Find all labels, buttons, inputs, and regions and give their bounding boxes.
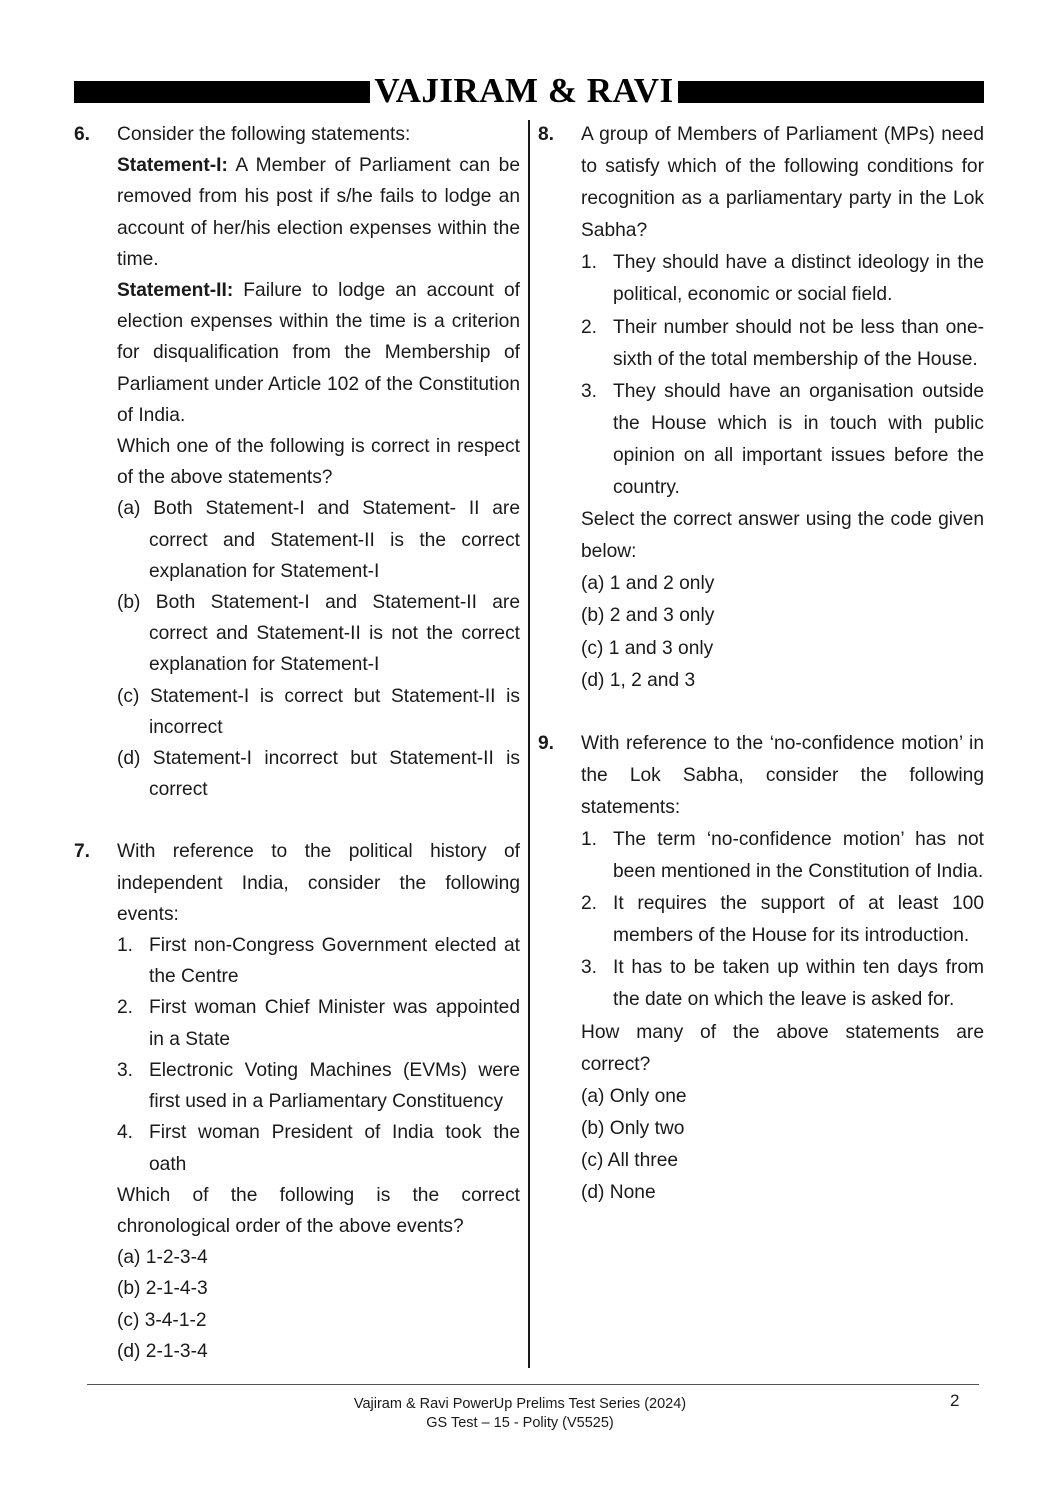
- question-prompt: Which of the following is the correct chronological order of the above events?: [117, 1184, 520, 1237]
- right-column: [538, 119, 984, 1209]
- item-text: Electronic Voting Machines (EVMs) were first used in a Parliamentary Constituency: [149, 1059, 520, 1113]
- list-item: [581, 247, 984, 311]
- list-item: [581, 952, 984, 1016]
- page-number: 2: [950, 1391, 960, 1410]
- footer-test-id: GS Test – 15 - Polity (V5525): [426, 1415, 614, 1431]
- item-text: First woman Chief Minister was appointed in a State: [149, 997, 520, 1050]
- item-marker: 3.: [581, 380, 598, 402]
- item-text: Their number should not be less than one-sixth of the total membership of the House.: [613, 316, 984, 370]
- option-a[interactable]: (a) 1-2-3-4: [117, 1247, 208, 1269]
- option-b[interactable]: (b) Only two: [581, 1117, 685, 1139]
- item-marker: 4.: [117, 1122, 134, 1144]
- option-b[interactable]: (b) 2-1-4-3: [117, 1278, 208, 1300]
- item-marker: 2.: [581, 893, 598, 915]
- page-header: [74, 71, 984, 110]
- option-d[interactable]: (d) 1, 2 and 3: [581, 669, 696, 691]
- item-marker: 1.: [581, 252, 598, 274]
- question-number: 7.: [74, 841, 91, 863]
- option-b[interactable]: (b) 2 and 3 only: [581, 605, 715, 627]
- question-intro: With reference to the political history of independent India, consider the following events:: [117, 841, 520, 925]
- header-bar-left: [74, 81, 370, 103]
- question-7: [74, 836, 520, 1366]
- header-title: VAJIRAM & RAVI: [374, 71, 674, 110]
- option-c[interactable]: (c) 1 and 3 only: [581, 637, 714, 659]
- statement-text: Failure to lodge an account of election expenses within the time is a criterion for disqualification from the Membership of Parliament under Article 102 of the Constitution of India.: [117, 280, 520, 426]
- statement-label: Statement-I:: [117, 155, 228, 177]
- option-d[interactable]: (d) 2-1-3-4: [117, 1340, 208, 1362]
- list-item: [117, 1055, 520, 1117]
- header-bar-right: [678, 81, 984, 103]
- item-text: The term ‘no-confidence motion’ has not been mentioned in the Constitution of India.: [613, 828, 984, 883]
- item-text: First woman President of India took the oath: [149, 1122, 520, 1175]
- statement-2: [117, 275, 520, 431]
- option-b[interactable]: (b) Both Statement-I and Statement-II are correct and Statement-II is not the correct explanation for Statement-I: [117, 592, 520, 676]
- list-item: [581, 888, 984, 952]
- item-marker: 1.: [117, 935, 134, 957]
- item-marker: 2.: [117, 997, 134, 1019]
- item-text: They should have a distinct ideology in the political, economic or social field.: [613, 252, 984, 306]
- statement-text: A Member of Parliament can be removed from his post if s/he fails to lodge an account of her/his election expenses within the time.: [117, 155, 520, 270]
- statement-label: Statement-II:: [117, 280, 234, 302]
- list-item: [581, 376, 984, 504]
- question-6: [74, 119, 520, 805]
- footer-series: Vajiram & Ravi PowerUp Prelims Test Series (2024): [353, 1396, 687, 1412]
- item-text: It requires the support of at least 100 members of the House for its introduction.: [613, 893, 984, 947]
- option-c[interactable]: (c) All three: [581, 1149, 679, 1171]
- question-9: [538, 728, 984, 1209]
- option-a[interactable]: (a) Both Statement-I and Statement- II are correct and Statement-II is the correct explanation for Statement-I: [117, 498, 520, 582]
- item-text: It has to be taken up within ten days from the date on which the leave is asked for.: [613, 957, 984, 1011]
- question-prompt: Select the correct answer using the code given below:: [581, 509, 984, 563]
- option-c[interactable]: (c) 3-4-1-2: [117, 1309, 207, 1331]
- question-intro: With reference to the ‘no-confidence motion’ in the Lok Sabha, consider the following statements:: [581, 732, 984, 818]
- question-number: 8.: [538, 124, 555, 145]
- question-prompt: How many of the above statements are correct?: [581, 1021, 984, 1075]
- question-number: 9.: [538, 732, 555, 754]
- option-c[interactable]: (c) Statement-I is correct but Statement-II is incorrect: [117, 685, 520, 738]
- item-marker: 2.: [581, 316, 598, 338]
- list-item: [581, 312, 984, 376]
- left-column: [74, 119, 520, 1367]
- item-marker: 3.: [117, 1059, 134, 1081]
- item-text: First non-Congress Government elected at the Centre: [149, 935, 520, 988]
- footer-rule: [87, 1384, 979, 1385]
- list-item: [117, 930, 520, 992]
- question-intro: A group of Members of Parliament (MPs) need to satisfy which of the following conditions for recognition as a parliamentary party in the Lok Sabha?: [581, 124, 984, 242]
- column-divider: [528, 120, 530, 1368]
- option-a[interactable]: (a) Only one: [581, 1085, 687, 1107]
- list-item: [581, 824, 984, 888]
- question-intro: Consider the following statements:: [117, 124, 411, 145]
- option-d[interactable]: (d) Statement-I incorrect but Statement-II is correct: [117, 748, 520, 801]
- list-item: [117, 1117, 520, 1179]
- item-marker: 1.: [581, 828, 598, 850]
- list-item: [117, 992, 520, 1054]
- item-text: They should have an organisation outside the House which is in touch with public opinion on all important issues before the country.: [613, 380, 984, 499]
- option-d[interactable]: (d) None: [581, 1182, 656, 1203]
- statement-1: [117, 150, 520, 275]
- question-8: [538, 119, 984, 697]
- item-marker: 3.: [581, 957, 598, 979]
- question-prompt: Which one of the following is correct in respect of the above statements?: [117, 436, 520, 489]
- option-a[interactable]: (a) 1 and 2 only: [581, 573, 715, 595]
- question-number: 6.: [74, 124, 91, 145]
